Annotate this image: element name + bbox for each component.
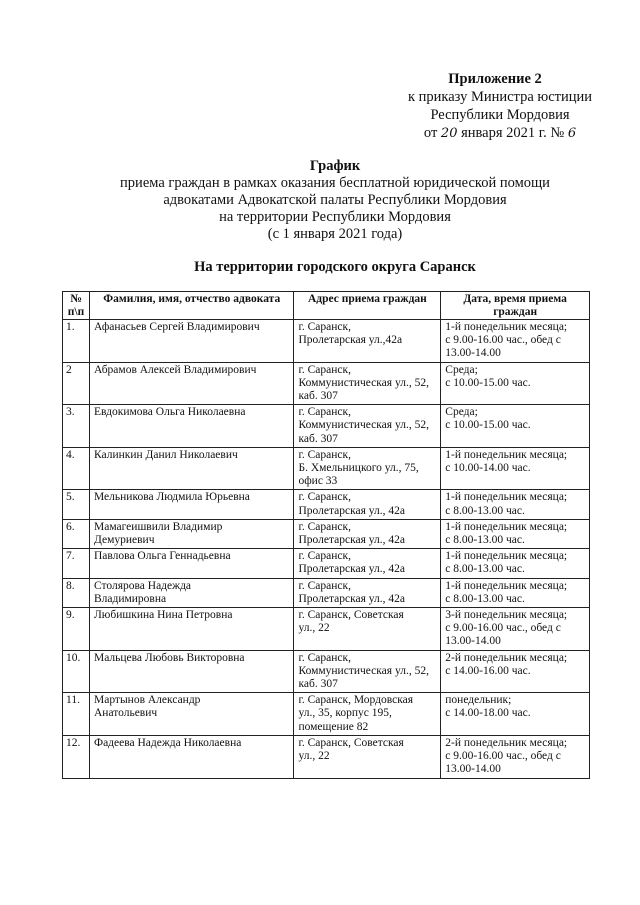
header-name: Фамилия, имя, отчество адвоката xyxy=(89,292,293,320)
table-header-row xyxy=(63,292,590,320)
row-address: г. Саранск, Коммунистическая ул., 52, каб. 307 xyxy=(294,362,441,405)
row-address: г. Саранск, Пролетарская ул., 42а xyxy=(294,490,441,519)
row-address: г. Саранск, Советская ул., 22 xyxy=(294,735,441,778)
row-number: 11. xyxy=(63,693,90,736)
row-schedule: 2-й понедельник месяца; с 9.00-16.00 час., обед с 13.00-14.00 xyxy=(441,735,590,778)
header-line-1: приема граждан в рамках оказания бесплатной юридической помощи xyxy=(120,175,550,191)
row-name: Фадеева Надежда Николаевна xyxy=(89,735,293,778)
appendix-line-republic: Республики Мордовия xyxy=(430,107,570,123)
table-row xyxy=(63,490,590,519)
row-address: г. Саранск, Пролетарская ул., 42а xyxy=(294,549,441,578)
header-line-4: (с 1 января 2021 года) xyxy=(267,226,403,242)
row-name: Мальцева Любовь Викторовна xyxy=(89,650,293,693)
section-title: На территории городского округа Саранск xyxy=(194,259,476,275)
row-name: Любишкина Нина Петровна xyxy=(89,608,293,651)
row-schedule: 1-й понедельник месяца; с 8.00-13.00 час. xyxy=(441,578,590,607)
row-schedule: Среда; с 10.00-15.00 час. xyxy=(441,362,590,405)
header-address: Адрес приема граждан xyxy=(294,292,441,320)
row-address: г. Саранск, Б. Хмельницкого ул., 75, офис 33 xyxy=(294,447,441,490)
row-number: 4. xyxy=(63,447,90,490)
row-schedule: 1-й понедельник месяца; с 10.00-14.00 час. xyxy=(441,447,590,490)
table-row xyxy=(63,735,590,778)
appendix-line-order: к приказу Министра юстиции xyxy=(407,89,593,105)
table-row xyxy=(63,405,590,448)
row-address: г. Саранск, Пролетарская ул., 42а xyxy=(294,519,441,548)
table-row xyxy=(63,519,590,548)
row-name: Калинкин Данил Николаевич xyxy=(89,447,293,490)
row-address: г. Саранск, Пролетарская ул.,42а xyxy=(294,320,441,363)
document-header xyxy=(100,158,570,243)
row-number: 2 xyxy=(63,362,90,405)
row-address: г. Саранск, Мордовская ул., 35, корпус 195, помещение 82 xyxy=(294,693,441,736)
order-number-handwritten: 6 xyxy=(567,126,577,141)
row-schedule: 1-й понедельник месяца; с 8.00-13.00 час. xyxy=(441,519,590,548)
table-row xyxy=(63,447,590,490)
appendix-block xyxy=(380,70,600,143)
row-name: Евдокимова Ольга Николаевна xyxy=(89,405,293,448)
row-schedule: 1-й понедельник месяца; с 8.00-13.00 час. xyxy=(441,490,590,519)
row-number: 7. xyxy=(63,549,90,578)
row-schedule: 2-й понедельник месяца; с 14.00-16.00 час. xyxy=(441,650,590,693)
row-number: 5. xyxy=(63,490,90,519)
row-name: Мартынов Александр Анатольевич xyxy=(89,693,293,736)
row-schedule: 1-й понедельник месяца; с 8.00-13.00 час. xyxy=(441,549,590,578)
row-number: 10. xyxy=(63,650,90,693)
row-name: Афанасьев Сергей Владимирович xyxy=(89,320,293,363)
row-number: 9. xyxy=(63,608,90,651)
row-number: 8. xyxy=(63,578,90,607)
header-line-2: адвокатами Адвокатской палаты Республики Мордовия xyxy=(163,192,507,208)
row-address: г. Саранск, Советская ул., 22 xyxy=(294,608,441,651)
row-name: Мельникова Людмила Юрьевна xyxy=(89,490,293,519)
row-name: Павлова Ольга Геннадьевна xyxy=(89,549,293,578)
row-address: г. Саранск, Пролетарская ул., 42а xyxy=(294,578,441,607)
row-schedule: понедельник; с 14.00-18.00 час. xyxy=(441,693,590,736)
table-row xyxy=(63,608,590,651)
date-prefix: от xyxy=(423,125,438,141)
row-name: Мамагеишвили Владимир Демуриевич xyxy=(89,519,293,548)
date-rest: января 2021 г. № xyxy=(461,125,565,141)
document-title: График xyxy=(309,158,361,174)
date-day-handwritten: 20 xyxy=(440,126,458,141)
table-row xyxy=(63,693,590,736)
table-row xyxy=(63,549,590,578)
schedule-table xyxy=(62,291,590,779)
header-schedule: Дата, время приема граждан xyxy=(441,292,590,320)
table-row xyxy=(63,320,590,363)
table-body xyxy=(63,320,590,779)
table-row xyxy=(63,362,590,405)
table-row xyxy=(63,650,590,693)
row-number: 6. xyxy=(63,519,90,548)
header-number: № п\п xyxy=(63,292,90,320)
appendix-title: Приложение 2 xyxy=(448,71,542,87)
table-row xyxy=(63,578,590,607)
appendix-date-line xyxy=(380,124,600,143)
row-schedule: Среда; с 10.00-15.00 час. xyxy=(441,405,590,448)
row-number: 1. xyxy=(63,320,90,363)
row-address: г. Саранск, Коммунистическая ул., 52, каб. 307 xyxy=(294,405,441,448)
row-name: Столярова Надежда Владимировна xyxy=(89,578,293,607)
row-schedule: 3-й понедельник месяца; с 9.00-16.00 час., обед с 13.00-14.00 xyxy=(441,608,590,651)
row-number: 3. xyxy=(63,405,90,448)
row-number: 12. xyxy=(63,735,90,778)
row-name: Абрамов Алексей Владимирович xyxy=(89,362,293,405)
row-address: г. Саранск, Коммунистическая ул., 52, каб. 307 xyxy=(294,650,441,693)
row-schedule: 1-й понедельник месяца; с 9.00-16.00 час., обед с 13.00-14.00 xyxy=(441,320,590,363)
header-line-3: на территории Республики Мордовия xyxy=(219,209,451,225)
